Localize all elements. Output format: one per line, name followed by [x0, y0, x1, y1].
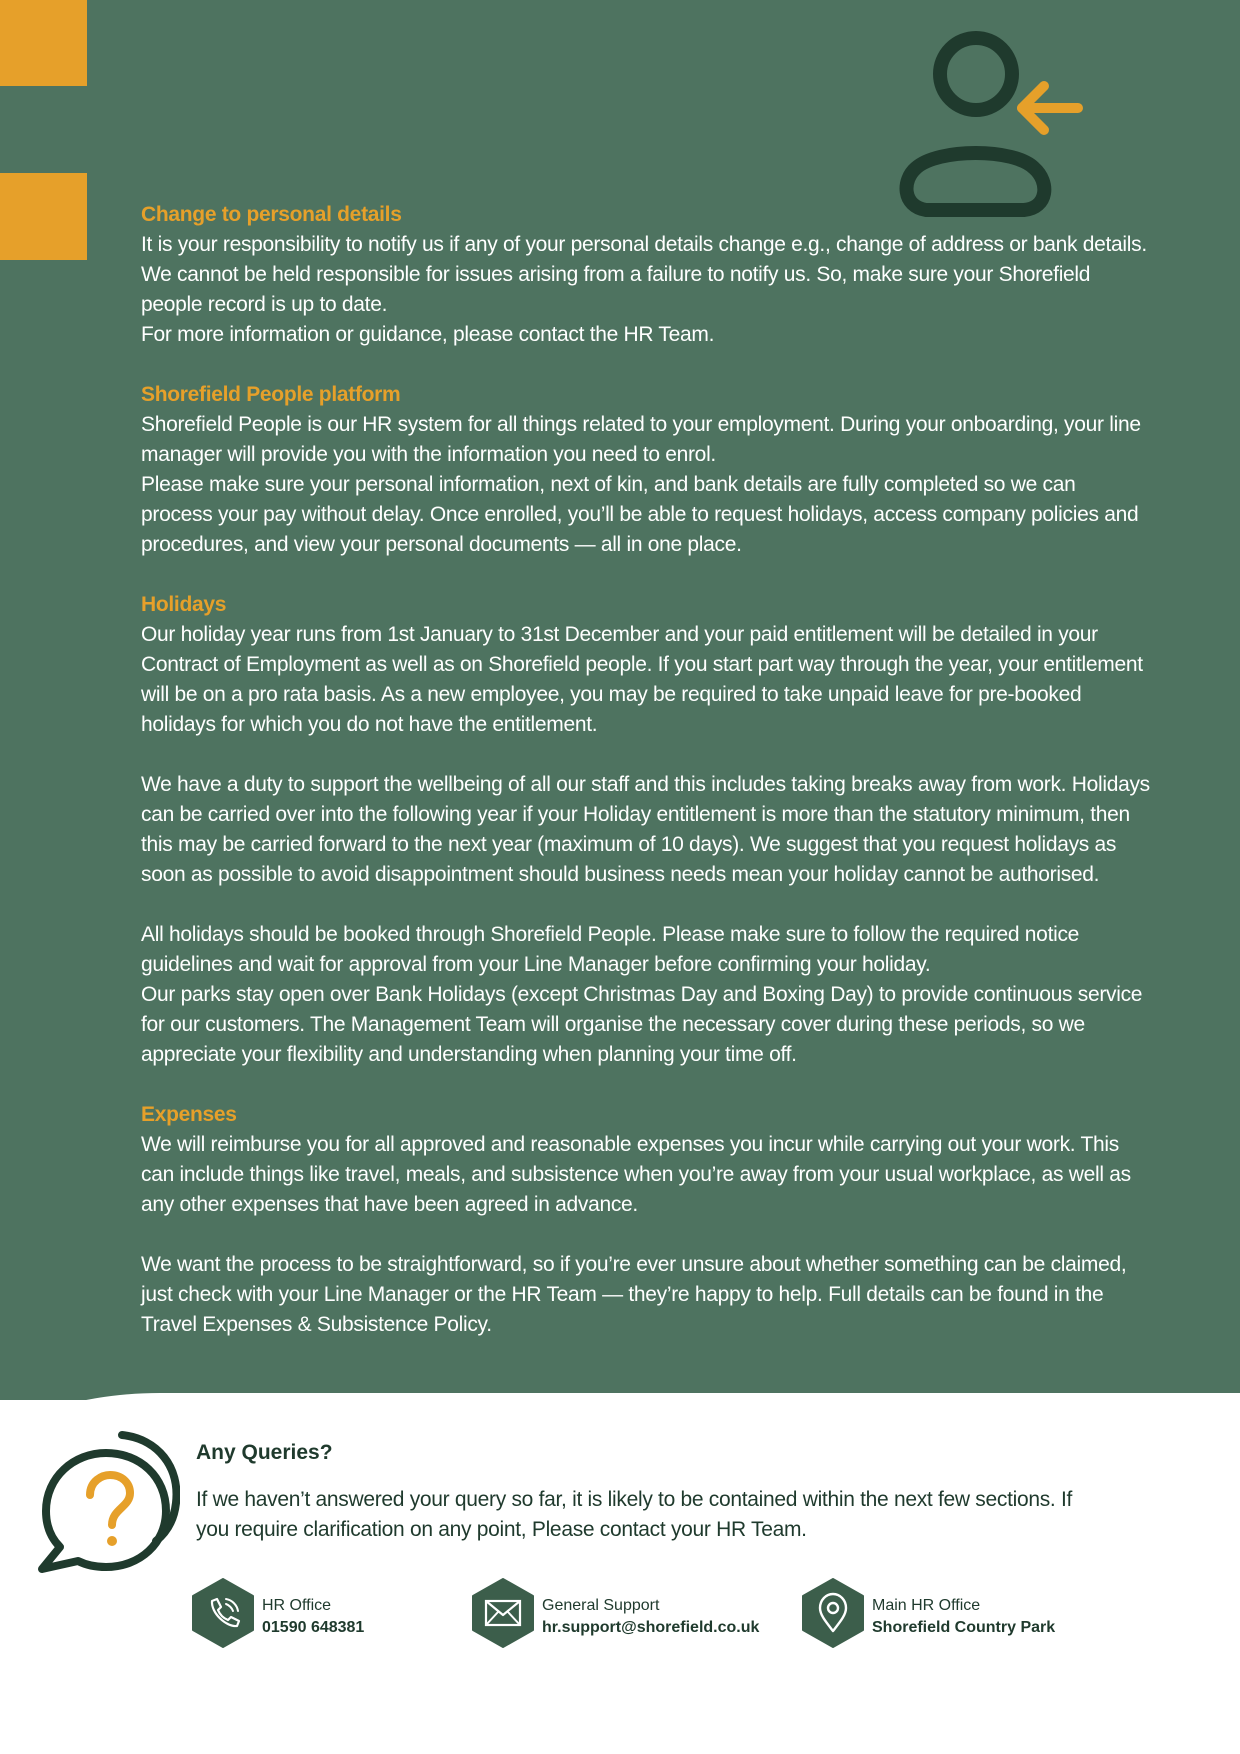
contact-hr-office — [190, 1577, 420, 1649]
section-paragraph: Our parks stay open over Bank Holidays (except Christmas Day and Boxing Day) to provide continuous service for our customers. The Management Team will organise the necessary cover during these periods, so we appreciate your flexibility and understanding when planning your time off. — [141, 983, 1143, 1066]
queries-text: If we haven’t answered your query so far, it is likely to be contained within the next few sections. If you require clarification on any point, Please contact your HR Team. — [196, 1488, 1073, 1541]
accent-block-top — [0, 0, 87, 86]
contact-main-hr-office — [800, 1577, 1100, 1649]
contact-email[interactable]: hr.support@shorefield.co.uk — [542, 1619, 760, 1636]
section-paragraph: Shorefield People is our HR system for all things related to your employment. During your onboarding, your line manager will provide you with the information you need to enrol. — [141, 413, 1141, 466]
contact-phone[interactable]: 01590 648381 — [262, 1619, 365, 1636]
contact-address: Shorefield Country Park — [872, 1619, 1056, 1636]
section-shorefield-people — [141, 380, 1151, 560]
section-paragraph: Our holiday year runs from 1st January to 31st December and your paid entitlement will be detailed in your Contract of Employment as well as on Shorefield people. If you start part way through the year, your entitlement will be on a pro rata basis. As a new employee, you may be required to take unpaid leave for pre-booked holidays for which you do not have the entitlement. — [141, 623, 1143, 736]
mail-icon — [470, 1577, 536, 1649]
wave-divider — [0, 1385, 1240, 1465]
person-arrow-icon — [898, 30, 1088, 220]
section-paragraph: It is your responsibility to notify us if any of your personal details change e.g., change of address or bank details. We cannot be held responsible for issues arising from a failure to notify us. So, make sure your Shorefield people record is up to date. — [141, 233, 1147, 316]
question-bubble-icon — [30, 1425, 180, 1575]
section-heading: Holidays — [141, 593, 227, 616]
queries-title: Any Queries? — [196, 1441, 333, 1464]
section-personal-details — [141, 200, 1151, 350]
section-paragraph: All holidays should be booked through Shorefield People. Please make sure to follow the required notice guidelines and wait for approval from your Line Manager before confirming your holiday. — [141, 923, 1080, 976]
location-pin-icon — [800, 1577, 866, 1649]
section-heading: Expenses — [141, 1103, 237, 1126]
contact-general-support — [470, 1577, 790, 1649]
section-expenses — [141, 1100, 1151, 1340]
section-paragraph: For more information or guidance, please contact the HR Team. — [141, 323, 715, 346]
section-paragraph: We have a duty to support the wellbeing of all our staff and this includes taking breaks away from work. Holidays can be carried over into the following year if your Holiday entitlement is more than the statutory minimum, then this may be carried forward to the next year (maximum of 10 days). We suggest that you request holidays as soon as possible to avoid disappointment should business needs mean your holiday cannot be authorised. — [141, 773, 1150, 886]
accent-block-middle — [0, 173, 87, 260]
contact-label: HR Office — [262, 1597, 332, 1614]
section-paragraph: Please make sure your personal information, next of kin, and bank details are fully completed so we can process your pay without delay. Once enrolled, you’ll be able to request holidays, access company policies and procedures, and view your personal documents — all in one place. — [141, 473, 1139, 556]
section-heading: Change to personal details — [141, 203, 402, 226]
main-content — [141, 200, 1151, 1370]
section-heading: Shorefield People platform — [141, 383, 401, 406]
section-paragraph: We want the process to be straightforward, so if you’re ever unsure about whether something can be claimed, just check with your Line Manager or the HR Team — they’re happy to help. Full details can be found in the Travel Expenses & Subsistence Policy. — [141, 1253, 1127, 1336]
contact-label: General Support — [542, 1597, 660, 1614]
phone-icon — [190, 1577, 256, 1649]
contact-label: Main HR Office — [872, 1597, 981, 1614]
section-paragraph: We will reimburse you for all approved and reasonable expenses you incur while carrying out your work. This can include things like travel, meals, and subsistence when you’re away from your usual workplace, as well as any other expenses that have been agreed in advance. — [141, 1133, 1131, 1216]
section-holidays — [141, 590, 1151, 1070]
